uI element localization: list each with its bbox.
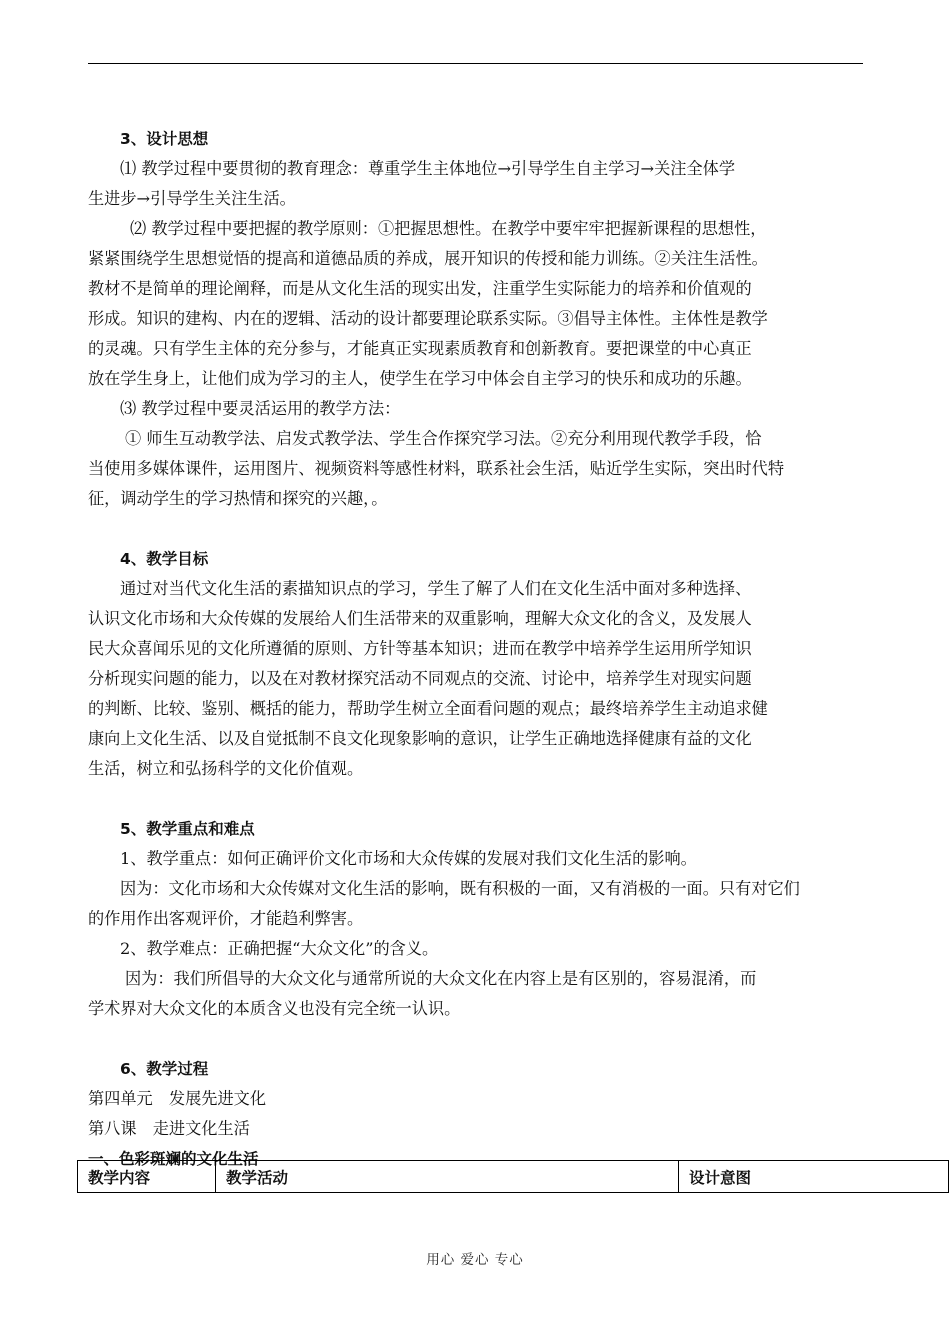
s3-p2-line: 的灵魂。只有学生主体的充分参与，才能真正实现素质教育和创新教育。要把课堂的中心真正 — [88, 339, 752, 358]
part-title: 一、色彩斑斓的文化生活 — [88, 1150, 259, 1168]
s3-p1-line: 生进步→引导学生关注生活。 — [88, 189, 296, 208]
s4-p1-line: 康向上文化生活、以及自觉抵制不良文化现象影响的意识，让学生正确地选择健康有益的文化 — [88, 729, 752, 748]
s5-key-point: 1、教学重点：如何正确评价文化市场和大众传媒的发展对我们文化生活的影响。 — [120, 849, 697, 868]
s4-p1-line: 的判断、比较、鉴别、概括的能力，帮助学生树立全面看问题的观点；最终培养学生主动追求健 — [88, 699, 768, 718]
s4-p1-line: 生活，树立和弘扬科学的文化价值观。 — [88, 759, 364, 778]
s3-p1-line: ⑴ 教学过程中要贯彻的教育理念：尊重学生主体地位→引导学生自主学习→关注全体学 — [120, 159, 736, 178]
section-6-heading: 6、教学过程 — [120, 1060, 209, 1078]
s5-difficult-reason-line: 因为：我们所倡导的大众文化与通常所说的大众文化在内容上是有区别的，容易混淆，而 — [125, 969, 757, 988]
s3-p4-line: 当使用多媒体课件，运用图片、视频资料等感性材料，联系社会生活，贴近学生实际，突出时代特 — [88, 459, 785, 478]
header-rule — [88, 63, 863, 64]
page-footer: 用心 爱心 专心 — [426, 1252, 524, 1268]
lesson-title: 第八课 走进文化生活 — [88, 1119, 250, 1138]
document-body — [88, 124, 863, 1174]
s5-key-reason-line: 因为：文化市场和大众传媒对文化生活的影响，既有积极的一面，又有消极的一面。只有对它们 — [120, 879, 800, 898]
s3-p2-line: 形成。知识的建构、内在的逻辑、活动的设计都要理论联系实际。③倡导主体性。主体性是教学 — [88, 309, 768, 328]
table-header-row — [78, 1161, 949, 1193]
spacer — [88, 1024, 863, 1054]
s4-p1-line: 认识文化市场和大众传媒的发展给人们生活带来的双重影响，理解大众文化的含义，及发展人 — [88, 609, 752, 628]
section-4-heading: 4、教学目标 — [120, 550, 209, 568]
spacer — [88, 784, 863, 814]
section-5-heading: 5、教学重点和难点 — [120, 820, 255, 838]
s3-p2-line: 放在学生身上，让他们成为学习的主人，使学生在学习中体会自主学习的快乐和成功的乐趣。 — [88, 369, 752, 388]
s3-p4-line: 征，调动学生的学习热情和探究的兴趣，。 — [88, 489, 388, 508]
section-3-heading: 3、设计思想 — [120, 130, 209, 148]
s4-p1-line: 民大众喜闻乐见的文化所遵循的原则、方针等基本知识；进而在教学中培养学生运用所学知识 — [88, 639, 752, 658]
s3-p2-line: 紧紧围绕学生思想觉悟的提高和道德品质的养成，展开知识的传授和能力训练。②关注生活性。 — [88, 249, 768, 268]
s5-difficult-point: 2、教学难点：正确把握“大众文化”的含义。 — [120, 939, 439, 958]
unit-title: 第四单元 发展先进文化 — [88, 1089, 267, 1108]
s5-difficult-reason-line: 学术界对大众文化的本质含义也没有完全统一认识。 — [88, 999, 461, 1018]
col-teaching-content: 教学内容 — [78, 1161, 216, 1193]
col-design-intent: 设计意图 — [679, 1161, 949, 1193]
col-teaching-activity: 教学活动 — [216, 1161, 679, 1193]
s4-p1-line: 通过对当代文化生活的素描知识点的学习，学生了解了人们在文化生活中面对多种选择、 — [120, 579, 752, 598]
s3-p2-line: 教材不是简单的理论阐释，而是从文化生活的现实出发，注重学生实际能力的培养和价值观的 — [88, 279, 752, 298]
s3-p4-line: ① 师生互动教学法、启发式教学法、学生合作探究学习法。②充分利用现代教学手段，恰 — [125, 429, 762, 448]
spacer — [88, 514, 863, 544]
s3-p3-line: ⑶ 教学过程中要灵活运用的教学方法： — [120, 399, 401, 418]
s3-p2-line: ⑵ 教学过程中要把握的教学原则：①把握思想性。在教学中要牢牢把握新课程的思想性， — [130, 219, 767, 238]
s5-key-reason-line: 的作用作出客观评价，才能趋利弊害。 — [88, 909, 364, 928]
s4-p1-line: 分析现实问题的能力，以及在对教材探究活动不同观点的交流、讨论中，培养学生对现实问题 — [88, 669, 752, 688]
lesson-table — [77, 1160, 949, 1193]
